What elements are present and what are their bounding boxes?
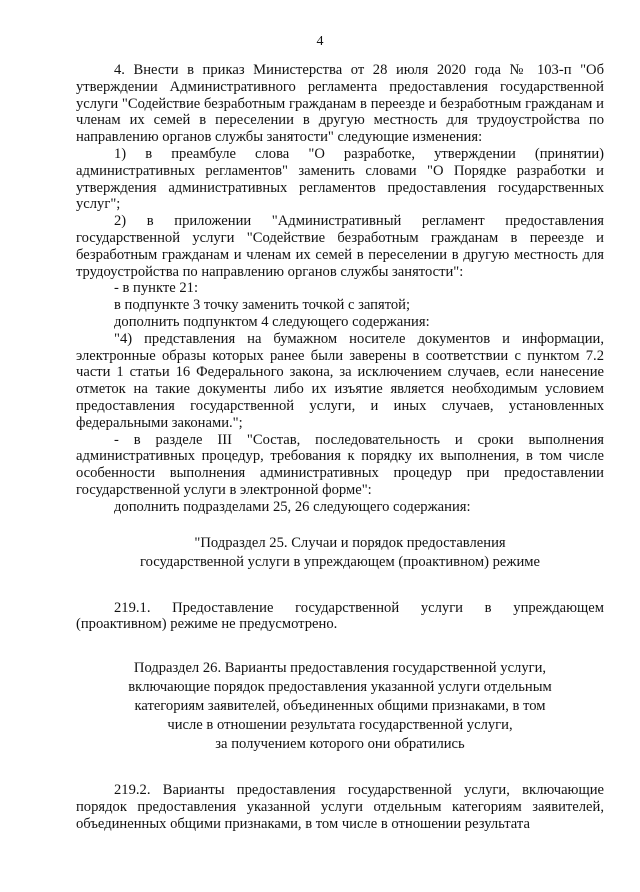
subsection-26-heading-line: за получением которого они обратились: [215, 736, 465, 753]
paragraph-subitem-2: 2) в приложении "Административный регламент предоставления государственной услуги "Содействие безработным гражданам в переезде и безработным гражданам и членам их семей в переселении в другую местность для трудоустройства по направлению органов службы занятости":: [76, 213, 604, 280]
paragraph-subitem-1: 1) в преамбуле слова "О разработке, утверждении (принятии) административных регламентов" заменить словами "О Порядке разработки и утверждения административных регламентов предоставления государственных услуг";: [76, 145, 604, 213]
page-number: 4: [316, 34, 324, 49]
subsection-25-heading-line-1: "Подраздел 25. Случаи и порядок предоставления: [194, 534, 506, 551]
subsection-26-heading-line: Подраздел 26. Варианты предоставления государственной услуги,: [133, 660, 547, 677]
subsection-26-heading-line: числе в отношении результата государственной услуги,: [167, 717, 513, 734]
subsection-26-heading-line: категориям заявителей, объединенных общими признаками, в том: [134, 698, 546, 715]
paragraph-point-21: - в пункте 21:: [114, 280, 199, 297]
paragraph-add-subsections: дополнить подразделами 25, 26 следующего содержания:: [114, 498, 471, 515]
paragraph-219-2: 219.2. Варианты предоставления государственной услуги, включающие порядок предоставления указанной услуги отдельным категориям заявителей, объединенных общими признаками, в том числе в отношении результата: [76, 782, 604, 832]
subsection-26-heading: [76, 659, 604, 754]
paragraph-section-3: - в разделе III "Состав, последовательность и сроки выполнения административных процедур, требования к порядку их выполнения, в том числе особенности выполнения административных процедур при предоставлении государственной услуги в электронной форме":: [76, 431, 604, 498]
paragraph-subpoint-3: в подпункте 3 точку заменить точкой с запятой;: [114, 297, 411, 314]
subsection-25-heading-line-2: государственной услуги в упреждающем (проактивном) режиме: [139, 553, 541, 570]
paragraph-add-subpoint-4: дополнить подпунктом 4 следующего содержания:: [114, 313, 430, 330]
paragraph-item-4: 4. Внести в приказ Министерства от 28 июля 2020 года № 103-п "Об утверждении Административного регламента предоставления государственной услуги "Содействие безработным гражданам в переезде и безработным гражданам и членам их семей в переселении в другую местность для трудоустройства по направлению органов службы занятости" следующие изменения:: [76, 62, 604, 146]
paragraph-219-1: 219.1. Предоставление государственной услуги в упреждающем (проактивном) режиме не предусмотрено.: [76, 599, 604, 633]
subsection-26-heading-line: включающие порядок предоставления указанной услуги отдельным: [128, 679, 552, 696]
paragraph-subpoint-4-text: "4) представления на бумажном носителе документов и информации, электронные образы которых ранее были заверены в соответствии с пунктом 7.2 части 1 статьи 16 Федерального закона, за исключением случаев, если нанесение отметок на такие документы либо их изъятие является необходимым условием предоставления государственной услуги, и иных случаев, установленных федеральными законами.";: [76, 330, 604, 431]
document-body: [76, 62, 604, 833]
